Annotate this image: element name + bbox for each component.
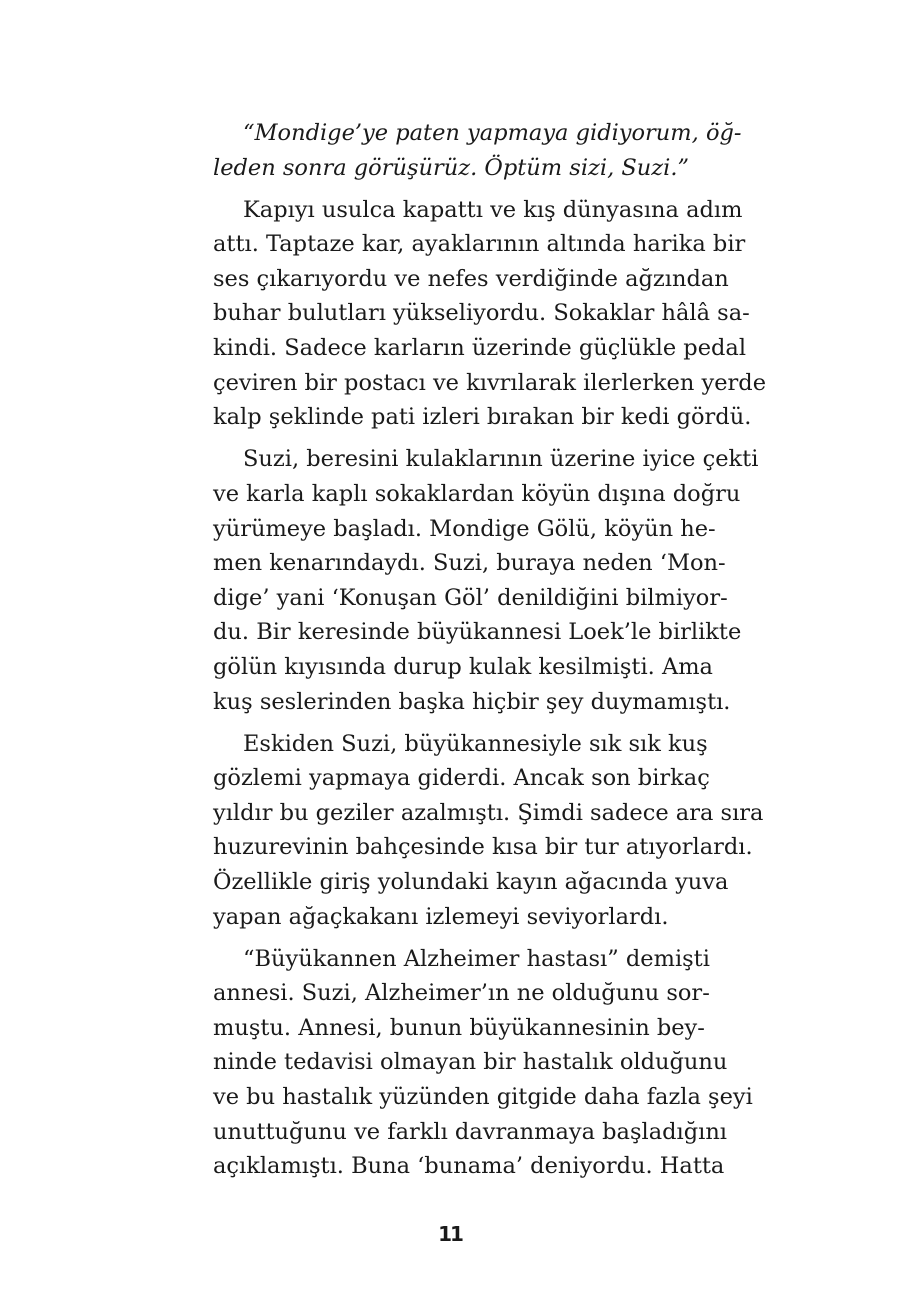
- text-line: kindi. Sadece karların üzerinde güçlükle pedal: [213, 335, 747, 362]
- text-line: ve bu hastalık yüzünden gitgide daha fazla şeyi: [213, 1084, 753, 1111]
- text-line: kuş seslerinden başka hiçbir şey duymamıştı.: [213, 688, 731, 715]
- text-line: ninde tedavisi olmayan bir hastalık olduğunu: [213, 1049, 728, 1076]
- text-line: yapan ağaçkakanı izlemeyi seviyorlardı.: [213, 903, 669, 930]
- text-line: Özellikle giriş yolundaki kayın ağacında yuva: [213, 868, 729, 895]
- text-line: annesi. Suzi, Alzheimer’ın ne olduğunu sor-: [213, 980, 710, 1007]
- text-line: ses çıkarıyordu ve nefes verdiğinde ağzından: [213, 265, 729, 292]
- text-line: muştu. Annesi, bunun büyükannesinin bey-: [213, 1014, 705, 1041]
- text-line: yıldır bu geziler azalmıştı. Şimdi sadece ara sıra: [213, 799, 764, 826]
- paragraph-4: [213, 727, 764, 935]
- text-line: gözlemi yapmaya giderdi. Ancak son birkaç: [213, 765, 710, 792]
- text-line: Kapıyı usulca kapattı ve kış dünyasına adım: [243, 196, 743, 223]
- page-body: [213, 116, 767, 1191]
- paragraph-5: [213, 942, 753, 1184]
- page-number: 11: [438, 1222, 462, 1246]
- text-line: açıklamıştı. Buna ‘bunama’ deniyordu. Hatta: [213, 1153, 725, 1180]
- text-line: huzurevinin bahçesinde kısa bir tur atıyorlardı.: [213, 834, 753, 861]
- text-line: “Mondige’ye paten yapmaya gidiyorum, öğ-: [243, 120, 742, 146]
- text-line: leden sonra görüşürüz. Öptüm sizi, Suzi.”: [213, 154, 689, 181]
- paragraph-1: [213, 116, 742, 185]
- paragraph-2: [213, 193, 767, 435]
- paragraph-3: [213, 442, 759, 719]
- text-line: buhar bulutları yükseliyordu. Sokaklar hâlâ sa-: [213, 300, 750, 327]
- text-line: kalp şeklinde pati izleri bırakan bir kedi gördü.: [213, 404, 752, 431]
- text-line: “Büyükannen Alzheimer hastası” demişti: [243, 945, 710, 972]
- text-line: du. Bir keresinde büyükannesi Loek’le birlikte: [213, 619, 742, 646]
- text-line: gölün kıyısında durup kulak kesilmişti. Ama: [213, 653, 713, 680]
- text-line: Suzi, beresini kulaklarının üzerine iyice çekti: [243, 446, 759, 473]
- text-line: çeviren bir postacı ve kıvrılarak ilerlerken yerde: [213, 369, 767, 396]
- text-line: Eskiden Suzi, büyükannesiyle sık sık kuş: [243, 730, 708, 757]
- text-line: ve karla kaplı sokaklardan köyün dışına doğru: [213, 480, 741, 507]
- text-line: dige’ yani ‘Konuşan Göl’ denildiğini bilmiyor-: [213, 584, 728, 611]
- text-line: yürümeye başladı. Mondige Gölü, köyün he-: [213, 515, 716, 542]
- text-line: attı. Taptaze kar, ayaklarının altında harika bir: [213, 231, 746, 258]
- text-line: men kenarındaydı. Suzi, buraya neden ‘Mon-: [213, 550, 726, 577]
- text-line: unuttuğunu ve farklı davranmaya başladığını: [213, 1118, 728, 1145]
